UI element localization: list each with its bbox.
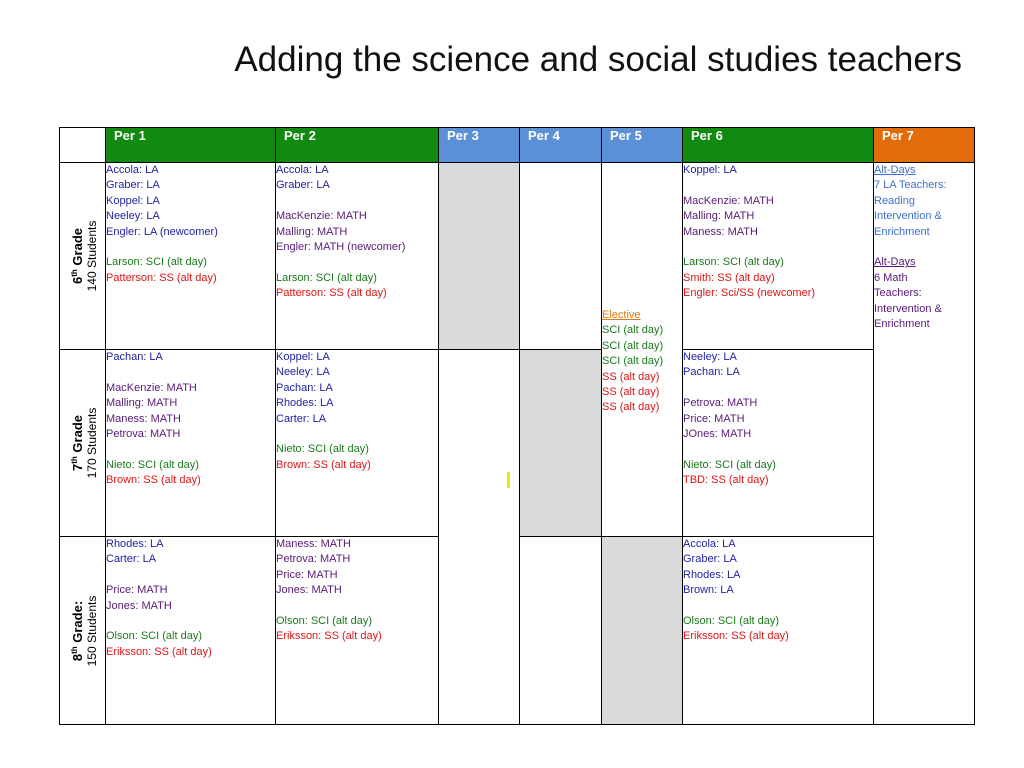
cell-line: Graber: LA [276, 179, 330, 192]
cell-line: Graber: LA [106, 179, 160, 192]
cell-line: Olson: SCI (alt day) [106, 630, 202, 643]
cell-line: SS (alt day) [602, 401, 660, 414]
text-cursor-marker [507, 472, 510, 488]
cell-line: Engler: MATH (newcomer) [276, 241, 406, 254]
cell-line [276, 427, 438, 442]
g6-per-1 [106, 163, 276, 350]
cell-line: Nieto: SCI (alt day) [276, 443, 369, 456]
g7-per-1 [106, 350, 276, 537]
cell-line: Rhodes: LA [276, 397, 334, 410]
grade-6-label: 6th Grade 140 Students [60, 163, 106, 350]
cell-line: Price: MATH [276, 568, 338, 581]
cell-line: Price: MATH [683, 412, 745, 425]
cell-line: Rhodes: LA [683, 568, 741, 581]
cell-line [106, 240, 275, 255]
cell-line: JOnes: MATH [683, 428, 752, 441]
cell-line: Price: MATH [106, 584, 168, 597]
cell-line: Enrichment [874, 225, 930, 238]
cell-line: Malling: MATH [276, 225, 348, 238]
header-per-4: Per 4 [520, 128, 602, 163]
g8-per-6 [683, 537, 874, 725]
cell-line: Petrova: MATH [683, 397, 758, 410]
cell-line: Smith: SS (alt day) [683, 271, 775, 284]
g6-per-2 [276, 163, 439, 350]
cell-line: 6 Math [874, 271, 908, 284]
cell-line: Koppel: LA [276, 351, 330, 363]
cell-line: SS (alt day) [602, 370, 660, 383]
cell-line: Intervention & [874, 210, 942, 223]
cell-line [106, 568, 275, 583]
cell-line: Pachan: LA [683, 366, 740, 379]
cell-line: Larson: SCI (alt day) [683, 256, 784, 269]
g8-per-4 [520, 537, 602, 725]
header-per-5: Per 5 [602, 128, 683, 163]
g6-per-3 [439, 163, 520, 350]
cell-line: Maness: MATH [276, 538, 351, 550]
cell-line: Malling: MATH [683, 210, 755, 223]
grade-7-label: 7th Grade 170 Students [60, 350, 106, 537]
header-per-1: Per 1 [106, 128, 276, 163]
cell-line: Rhodes: LA [106, 538, 164, 550]
cell-line: Graber: LA [683, 553, 737, 566]
cell-line [683, 240, 873, 255]
cell-line: 7 LA Teachers: [874, 179, 947, 192]
cell-line [106, 442, 275, 457]
grade-6-row [60, 163, 975, 350]
cell-line: SCI (alt day) [602, 355, 664, 368]
header-per-7: Per 7 [874, 128, 975, 163]
cell-line [276, 255, 438, 270]
cell-line: Eriksson: SS (alt day) [276, 630, 382, 643]
cell-line: Intervention & [874, 302, 942, 315]
cell-line [683, 442, 873, 457]
g8-per-5 [602, 537, 683, 725]
cell-line: Carter: LA [276, 412, 327, 425]
g7-g8-per-3 [439, 350, 520, 725]
cell-line: Neeley: LA [276, 366, 330, 379]
cell-line: Engler: Sci/SS (newcomer) [683, 287, 816, 300]
g7-per-6 [683, 350, 874, 537]
cell-line: MacKenzie: MATH [683, 194, 774, 207]
cell-line: Maness: MATH [683, 225, 758, 238]
cell-line: Pachan: LA [106, 351, 163, 363]
cell-line: Pachan: LA [276, 381, 333, 394]
cell-line: MacKenzie: MATH [276, 210, 367, 223]
slide-title: Adding the science and social studies teachers [234, 40, 962, 79]
cell-line: Alt-Days [874, 164, 916, 176]
g8-per-1 [106, 537, 276, 725]
cell-line [874, 240, 974, 255]
cell-line: Accola: LA [276, 164, 329, 176]
header-per-3: Per 3 [439, 128, 520, 163]
cell-line: Enrichment [874, 318, 930, 331]
g6-per-4 [520, 163, 602, 350]
cell-line [683, 381, 873, 396]
cell-line: SCI (alt day) [602, 339, 664, 352]
per-7-alt-days [874, 163, 975, 725]
g7-per-4 [520, 350, 602, 537]
cell-line: Alt-Days [874, 256, 916, 269]
cell-line: Malling: MATH [106, 397, 178, 410]
cell-line: Patterson: SS (alt day) [276, 287, 387, 300]
g8-per-2 [276, 537, 439, 725]
cell-line [276, 194, 438, 209]
cell-line: Jones: MATH [106, 599, 172, 612]
cell-line [683, 178, 873, 193]
cell-line: Nieto: SCI (alt day) [683, 458, 776, 471]
grade-8-label: 8th Grade: 150 Students [60, 537, 106, 725]
cell-line: Reading [874, 194, 915, 207]
cell-line: Engler: LA (newcomer) [106, 225, 218, 238]
cell-line [276, 599, 438, 614]
header-per-2: Per 2 [276, 128, 439, 163]
cell-line: Koppel: LA [106, 194, 160, 207]
cell-line: Jones: MATH [276, 584, 342, 597]
cell-line: Brown: LA [683, 584, 734, 597]
cell-line [106, 365, 275, 380]
cell-line: Petrova: MATH [276, 553, 351, 566]
cell-line: Eriksson: SS (alt day) [683, 630, 789, 643]
cell-line [106, 614, 275, 629]
cell-line: Olson: SCI (alt day) [683, 615, 779, 628]
cell-line: Teachers: [874, 287, 922, 300]
schedule-table [59, 127, 975, 725]
grade-7-row [60, 350, 975, 537]
header-row [60, 128, 975, 163]
cell-line: Olson: SCI (alt day) [276, 615, 372, 628]
cell-line: Nieto: SCI (alt day) [106, 458, 199, 471]
cell-line: Elective [602, 309, 641, 321]
cell-line: Maness: MATH [106, 412, 181, 425]
cell-line: SCI (alt day) [602, 324, 664, 337]
cell-line [683, 599, 873, 614]
cell-line: SS (alt day) [602, 386, 660, 399]
cell-line: Petrova: MATH [106, 428, 181, 441]
g7-per-2 [276, 350, 439, 537]
cell-line: Larson: SCI (alt day) [276, 271, 377, 284]
cell-line: Larson: SCI (alt day) [106, 256, 207, 269]
cell-line: MacKenzie: MATH [106, 381, 197, 394]
cell-line: Carter: LA [106, 553, 157, 566]
corner-cell [60, 128, 106, 163]
cell-line: Eriksson: SS (alt day) [106, 645, 212, 658]
cell-line: Accola: LA [683, 538, 736, 550]
cell-line: Koppel: LA [683, 164, 737, 176]
per-5-elective [602, 163, 683, 537]
g6-per-6 [683, 163, 874, 350]
cell-line: Brown: SS (alt day) [276, 458, 371, 471]
header-per-6: Per 6 [683, 128, 874, 163]
cell-line: Brown: SS (alt day) [106, 474, 201, 487]
cell-line: Patterson: SS (alt day) [106, 271, 217, 284]
cell-line: Neeley: LA [683, 351, 737, 363]
cell-line: Neeley: LA [106, 210, 160, 223]
cell-line: TBD: SS (alt day) [683, 474, 769, 487]
cell-line: Accola: LA [106, 164, 159, 176]
